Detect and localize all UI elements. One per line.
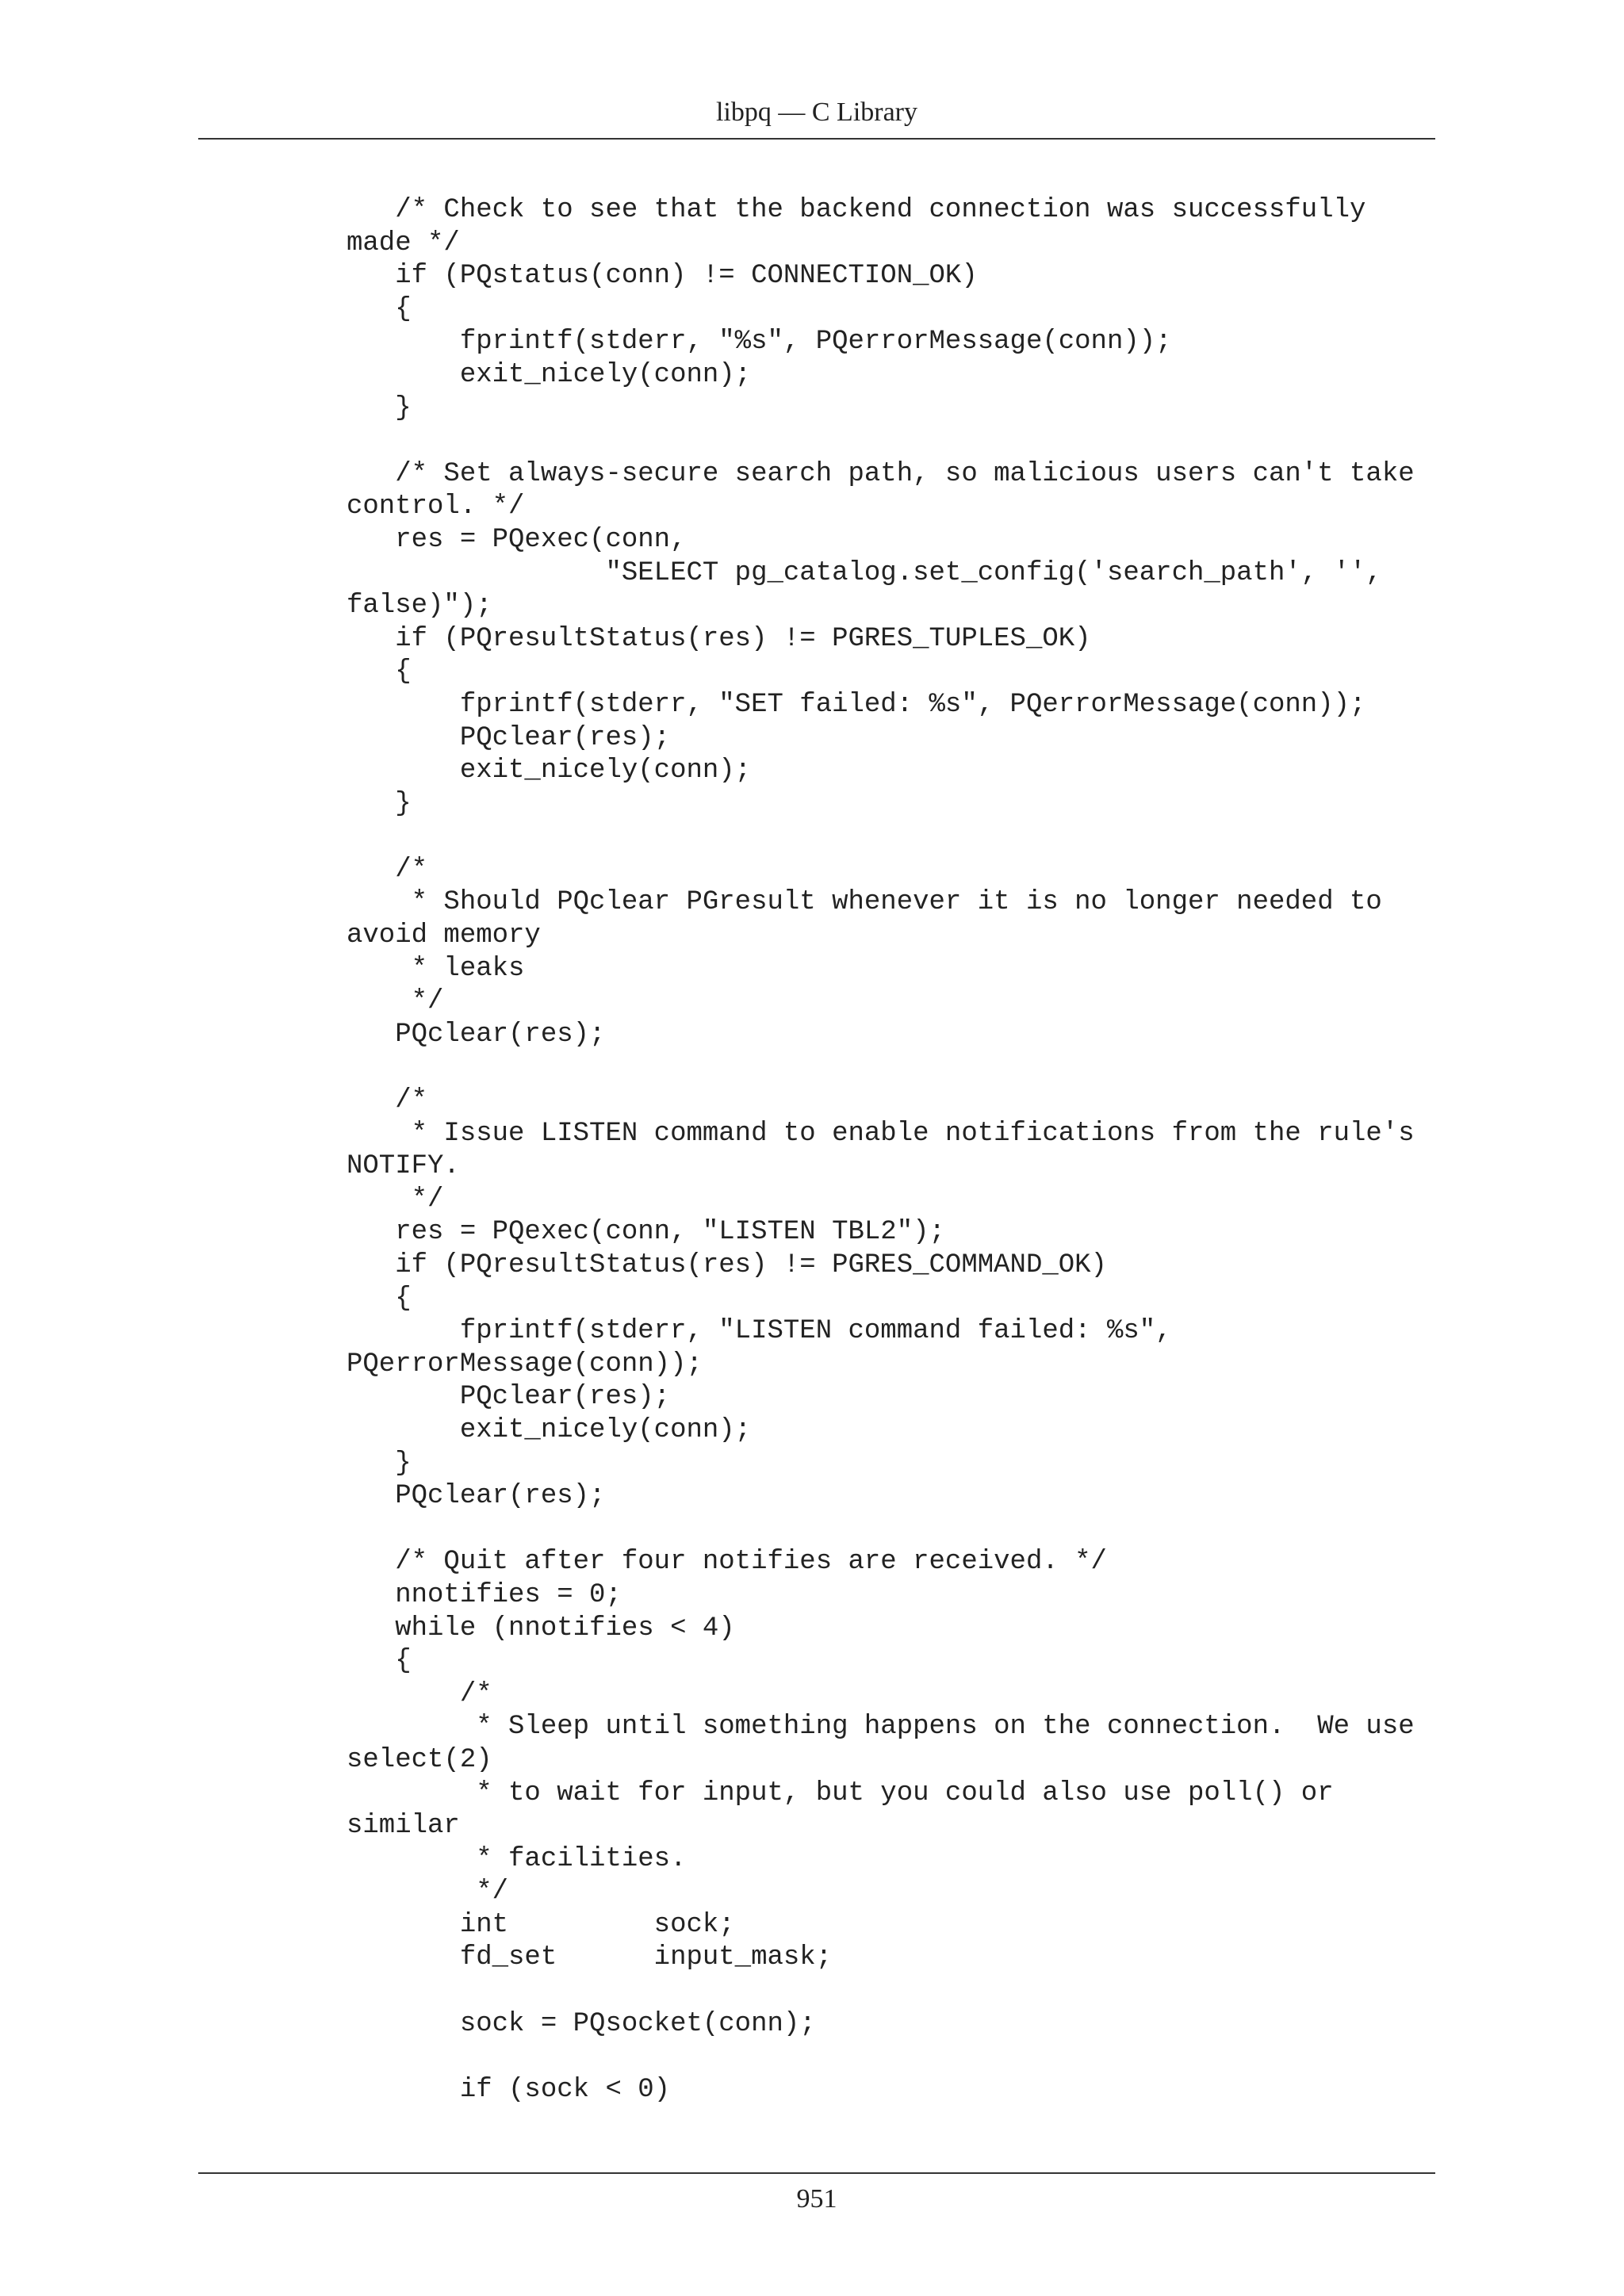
code-line: * to wait for input, but you could also use poll() or [347,1777,1334,1808]
code-line: /* [347,854,428,885]
code-line: /* Check to see that the backend connection was successfully [347,195,1366,225]
code-line: if (PQstatus(conn) != CONNECTION_OK) [347,261,978,292]
code-line: */ [347,986,444,1017]
code-line: res = PQexec(conn, [347,524,687,555]
code-line: PQclear(res); [347,1382,671,1413]
code-line: * Sleep until something happens on the connection. We use [347,1712,1415,1743]
code-listing [347,194,1415,2107]
code-line: control. */ [347,492,525,522]
code-line: if (PQresultStatus(res) != PGRES_COMMAND_OK) [347,1250,1107,1280]
code-line: /* Quit after four notifies are received. */ [347,1547,1107,1578]
code-line: } [347,1448,412,1479]
code-line: exit_nicely(conn); [347,1414,752,1445]
code-line: NOTIFY. [347,1151,460,1182]
code-line: { [347,1283,412,1314]
code-line: /* [347,1085,428,1116]
code-line: similar [347,1811,460,1842]
code-line: made */ [347,228,460,258]
code-line: * facilities. [347,1843,687,1874]
code-line [347,425,1415,458]
footer-rule [198,2172,1435,2174]
code-line: */ [347,1877,509,1908]
code-line: { [347,293,412,324]
page-number: 951 [796,2184,837,2214]
code-line: nnotifies = 0; [347,1579,622,1610]
code-line: if (PQresultStatus(res) != PGRES_TUPLES_OK) [347,623,1091,654]
code-line: /* Set always-secure search path, so malicious users can't take [347,458,1415,489]
code-line: /* [347,1678,492,1709]
code-line [347,821,1415,854]
code-line: fprintf(stderr, "SET failed: %s", PQerrorMessage(conn)); [347,689,1366,720]
code-line [347,1051,1415,1085]
code-line: */ [347,1184,444,1215]
code-line: select(2) [347,1744,492,1775]
code-line: while (nnotifies < 4) [347,1613,735,1644]
code-line: int sock; [347,1909,735,1940]
code-line [347,1975,1415,2008]
code-line [347,1513,1415,1547]
code-line: } [347,788,412,819]
code-line: * Issue LISTEN command to enable notifications from the rule's [347,1118,1415,1149]
code-line: avoid memory [347,920,541,951]
code-line: PQclear(res); [347,1019,606,1050]
code-line: PQclear(res); [347,1481,606,1512]
code-line: { [347,656,412,687]
code-line: { [347,1646,412,1677]
code-line: PQerrorMessage(conn)); [347,1349,703,1380]
code-line: * Should PQclear PGresult whenever it is no longer needed to [347,887,1382,918]
code-line: * leaks [347,953,525,984]
code-line: res = PQexec(conn, "LISTEN TBL2"); [347,1217,945,1248]
code-line: PQclear(res); [347,722,671,753]
code-line: fprintf(stderr, "%s", PQerrorMessage(conn)); [347,327,1172,358]
code-line: fd_set input_mask; [347,1942,833,1973]
code-line: "SELECT pg_catalog.set_config('search_path', '', [347,557,1382,588]
code-line: if (sock < 0) [347,2074,671,2105]
running-title: libpq — C Library [715,98,918,127]
code-line: exit_nicely(conn); [347,756,752,786]
page-header [198,92,1435,140]
code-line: } [347,392,412,423]
code-line: false)"); [347,591,492,622]
code-line: exit_nicely(conn); [347,359,752,390]
code-line: sock = PQsocket(conn); [347,2008,816,2039]
code-line: fprintf(stderr, "LISTEN command failed: %s", [347,1316,1172,1347]
code-line [347,2041,1415,2074]
